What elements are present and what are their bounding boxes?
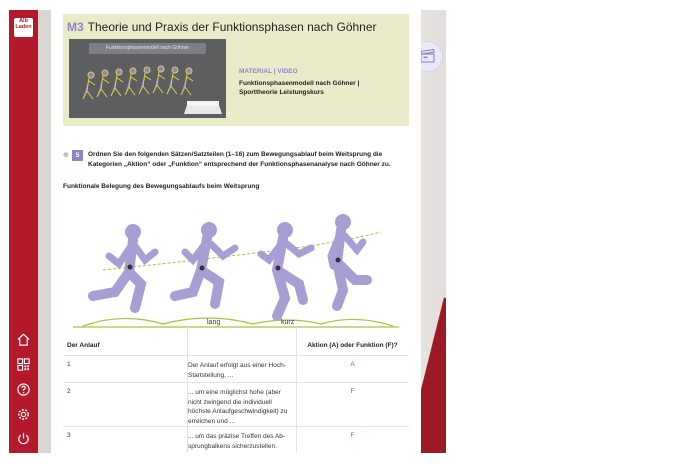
long-jump-run-up-figure [63, 200, 409, 330]
material-code: M3 [67, 20, 84, 34]
help-icon[interactable] [16, 382, 31, 397]
row-answer[interactable]: F [350, 388, 355, 395]
row-number: 2 [67, 388, 71, 395]
material-title-text: Theorie und Praxis der Funktionsphasen nach Göhner [87, 20, 377, 34]
material-title [67, 20, 377, 34]
expand-icon[interactable]: ⊕ [63, 152, 69, 159]
qr-code-icon[interactable] [16, 357, 31, 372]
thumbnail-caption: Funktionsphasenmodell nach Göhner [89, 43, 206, 54]
material-subtitle [239, 79, 359, 97]
row-answer[interactable]: A [350, 361, 355, 368]
row-text: Der Anlauf erfolgt aus einer Hoch-Startstellung, ... [188, 362, 286, 379]
worksheet-page [51, 10, 421, 453]
home-icon[interactable] [16, 332, 31, 347]
sidebar [9, 10, 38, 453]
jumper-sequence-image [69, 39, 226, 118]
table-header [63, 327, 409, 356]
material-subtitle-line2: Sporttheorie Leistungskurs [239, 89, 324, 96]
material-subtitle-line1: Funktionsphasenmodell nach Göhner | [239, 80, 360, 87]
table-header-right: Aktion (A) oder Funktion (F)? [307, 342, 398, 349]
figure-title: Funktionale Belegung des Bewegungsablaufs beim Weitsprung [63, 183, 260, 190]
power-icon[interactable] [16, 431, 31, 446]
row-text: ... um das präzise Treffen des Ab-sprungbalkens sicherzustellen. [188, 433, 286, 450]
logo-text-top: Alb [19, 18, 28, 24]
app-logo[interactable] [14, 18, 33, 37]
task-text: Ordnen Sie den folgenden Sätzen/Satzteilen (1–16) zum Bewegungsablauf beim Weitsprung die Kategorien „Aktion“ oder „Funktion“ entsprechend der Funktionsphasenanalyse nach Göhner zu. [88, 151, 391, 168]
task-number-badge: 5 [72, 150, 83, 161]
settings-icon[interactable] [16, 407, 31, 422]
material-card[interactable] [63, 14, 409, 126]
row-answer[interactable]: F [350, 432, 355, 439]
material-type-label: MATERIAL | VIDEO [239, 68, 298, 75]
logo-text-bottom: Laden [15, 24, 32, 30]
table-row [63, 426, 409, 453]
row-number: 3 [67, 432, 71, 439]
row-number: 1 [67, 361, 71, 368]
label-long: lang [207, 319, 221, 326]
table-row [63, 382, 409, 427]
video-thumbnail[interactable] [69, 39, 226, 118]
table-row [63, 355, 409, 383]
table-header-left: Der Anlauf [67, 342, 100, 349]
label-short: kurz [281, 319, 295, 326]
row-text: ... um eine möglichst hohe (aber nicht zwingend die individuell höchste Anlaufgeschwindigkeit) zu erreichen und ... [188, 389, 288, 425]
app-frame [9, 10, 446, 453]
